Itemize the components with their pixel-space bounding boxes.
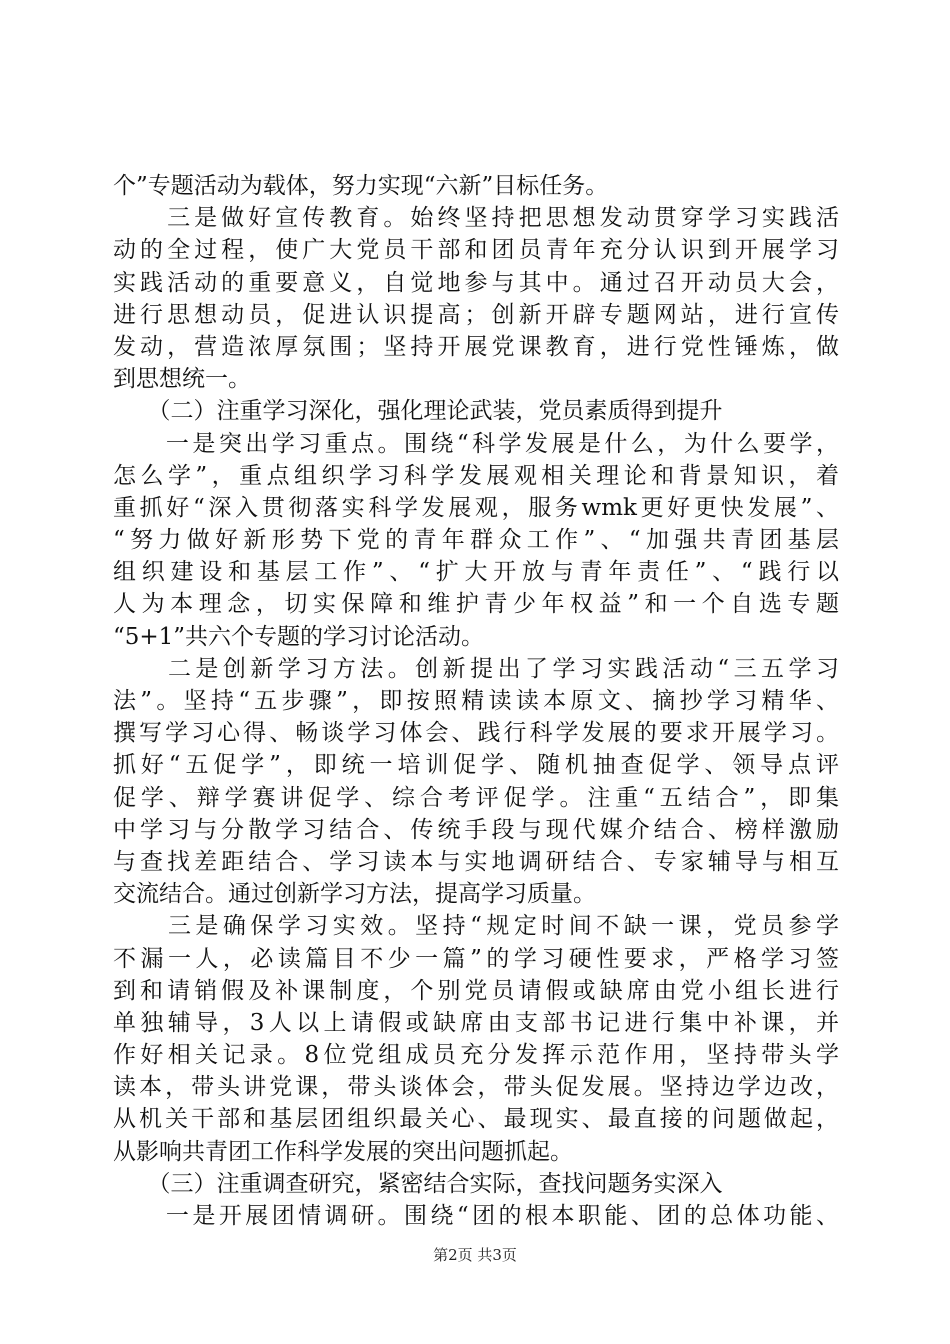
text-line: 单独辅导，3人以上请假或缺席由支部书记进行集中补课，并 — [113, 1009, 839, 1036]
page-footer: 第2页 共3页 — [433, 1246, 517, 1264]
text-line: 动的全过程，使广大党员干部和团员青年充分认识到开展学习 — [113, 237, 839, 264]
text-line: 重抓好“深入贯彻落实科学发展观，服务wmk更好更快发展”、 — [113, 494, 839, 521]
text-line: 个”专题活动为载体，努力实现“六新”目标任务。 — [113, 173, 609, 199]
text-line: 撰写学习心得、畅谈学习体会、践行科学发展的要求开展学习。 — [113, 720, 839, 747]
text-line: 从影响共青团工作科学发展的突出问题抓起。 — [113, 1138, 573, 1165]
text-line: 一是突出学习重点。围绕“科学发展是什么，为什么要学， — [113, 430, 839, 457]
text-line: “努力做好新形势下党的青年群众工作”、“加强共青团基层 — [113, 527, 839, 554]
text-line: 作好相关记录。8位党组成员充分发挥示范作用，坚持带头学 — [113, 1042, 839, 1069]
text-line: 交流结合。通过创新学习方法，提高学习质量。 — [113, 881, 596, 908]
text-line: 不漏一人，必读篇目不少一篇”的学习硬性要求，严格学习签 — [113, 945, 839, 972]
text-line: 到思想统一。 — [113, 366, 251, 393]
text-line: 三是确保学习实效。坚持“规定时间不缺一课，党员参学 — [113, 913, 839, 940]
text-line: 与查找差距结合、学习读本与实地调研结合、专家辅导与相互 — [113, 848, 839, 875]
text-line: 组织建设和基层工作”、“扩大开放与青年责任”、“践行以 — [113, 559, 839, 586]
text-line: 人为本理念，切实保障和维护青少年权益”和一个自选专题 — [113, 591, 839, 618]
text-line: 三是做好宣传教育。始终坚持把思想发动贯穿学习实践活 — [113, 205, 839, 232]
text-line: 促学、辩学赛讲促学、综合考评促学。注重“五结合”，即集 — [113, 784, 839, 811]
text-line: 从机关干部和基层团组织最关心、最现实、最直接的问题做起， — [113, 1106, 839, 1133]
text-line: 法”。坚持“五步骤”，即按照精读读本原文、摘抄学习精华、 — [113, 688, 839, 714]
text-line: 二是创新学习方法。创新提出了学习实践活动“三五学习 — [113, 655, 839, 682]
text-line: （二）注重学习深化，强化理论武装，党员素质得到提升 — [113, 398, 723, 425]
text-line: 读本，带头讲党课，带头谈体会，带头促发展。坚持边学边改， — [113, 1074, 839, 1101]
text-line: （三）注重调查研究，紧密结合实际，查找问题务实深入 — [113, 1170, 723, 1197]
text-line: 实践活动的重要意义，自觉地参与其中。通过召开动员大会， — [113, 269, 839, 296]
text-line: 发动，营造浓厚氛围；坚持开展党课教育，进行党性锤炼，做 — [113, 333, 839, 360]
text-line: 一是开展团情调研。围绕“团的根本职能、团的总体功能、 — [113, 1203, 839, 1229]
text-line: 中学习与分散学习结合、传统手段与现代媒介结合、榜样激励 — [113, 816, 839, 843]
document-body — [113, 170, 839, 1232]
text-line: 进行思想动员，促进认识提高；创新开辟专题网站，进行宣传 — [113, 301, 839, 328]
text-line: 怎么学”，重点组织学习科学发展观相关理论和背景知识，着 — [113, 462, 839, 489]
text-line: “5+1”共六个专题的学习讨论活动。 — [113, 623, 485, 650]
text-line: 到和请销假及补课制度，个别党员请假或缺席由党小组长进行 — [113, 977, 839, 1004]
text-line: 抓好“五促学”，即统一培训促学、随机抽查促学、领导点评 — [113, 752, 839, 779]
